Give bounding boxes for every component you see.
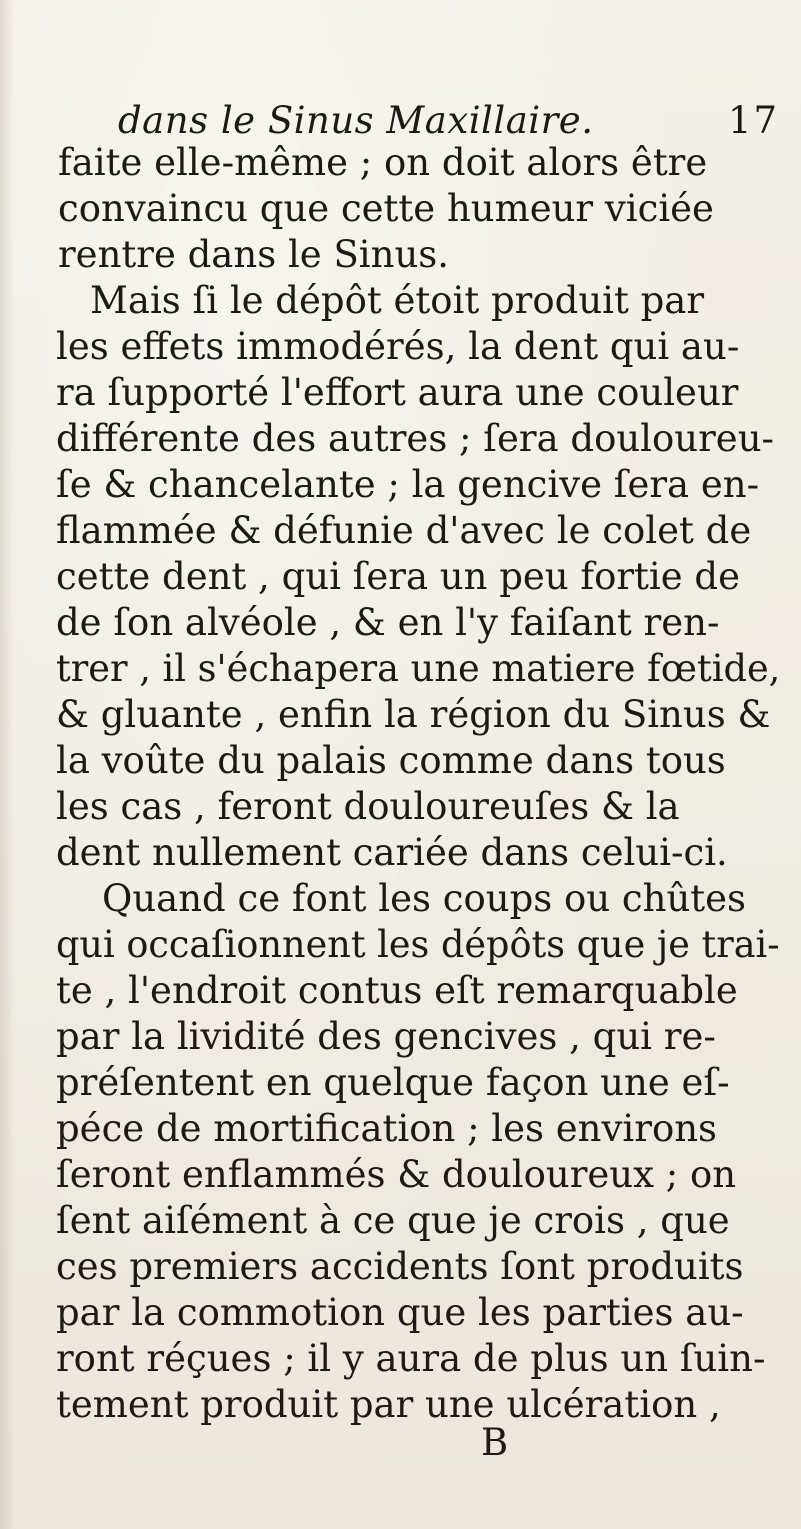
running-head — [60, 98, 780, 144]
text-line: rentre dans le Sinus. — [58, 233, 450, 276]
text-line: par la commotion que les parties au- — [56, 1291, 744, 1334]
text-line: de ſon alvéole , & en l'y faiſant ren- — [56, 601, 720, 644]
text-line: ſent aiſément à ce que je crois , que — [56, 1199, 730, 1242]
text-line: ront réçues ; il y aura de plus un ſuin- — [56, 1337, 766, 1380]
text-line: ra ſupporté l'effort aura une couleur — [56, 371, 739, 414]
text-line: dent nullement cariée dans celui-ci. — [56, 831, 728, 874]
text-line: qui occaſionnent les dépôts que je trai- — [56, 923, 780, 966]
text-line: la voûte du palais comme dans tous — [56, 739, 726, 782]
text-line: Mais ſi le dépôt étoit produit par — [90, 279, 705, 322]
text-line: & gluante , enfin la région du Sinus & — [56, 693, 771, 736]
text-line: flammée & défunie d'avec le colet de — [56, 509, 752, 552]
running-head-title: dans le Sinus Maxillaire. — [118, 99, 594, 142]
text-line: les cas , feront douloureuſes & la — [56, 785, 680, 828]
page-number: 17 — [728, 99, 780, 142]
text-line: te , l'endroit contus eſt remarquable — [56, 969, 738, 1012]
text-line: cette dent , qui ſera un peu fortie de — [56, 555, 740, 598]
text-line: péce de mortification ; les environs — [56, 1107, 718, 1150]
text-line: Quand ce font les coups ou chûtes — [102, 877, 747, 920]
text-line: différente des autres ; ſera douloureu- — [56, 417, 775, 460]
text-line: convaincu que cette humeur viciée — [58, 187, 714, 230]
text-line: préſentent en quelque façon une eſ- — [56, 1061, 730, 1104]
signature-mark: B — [481, 1421, 509, 1464]
text-line: ſe & chancelante ; la gencive ſera en- — [56, 463, 760, 506]
text-line: faite elle-même ; on doit alors être — [58, 141, 708, 184]
text-line: par la lividité des gencives , qui re- — [56, 1015, 716, 1058]
page-gutter-shadow — [0, 0, 14, 1529]
text-line: les effets immodérés, la dent qui au- — [56, 325, 740, 368]
text-line: trer , il s'échapera une matiere fœtide, — [56, 647, 781, 690]
text-line: tement produit par une ulcération , — [56, 1383, 721, 1426]
text-line: ſeront enflammés & douloureux ; on — [56, 1153, 737, 1196]
text-line: ces premiers accidents ſont produits — [56, 1245, 744, 1288]
